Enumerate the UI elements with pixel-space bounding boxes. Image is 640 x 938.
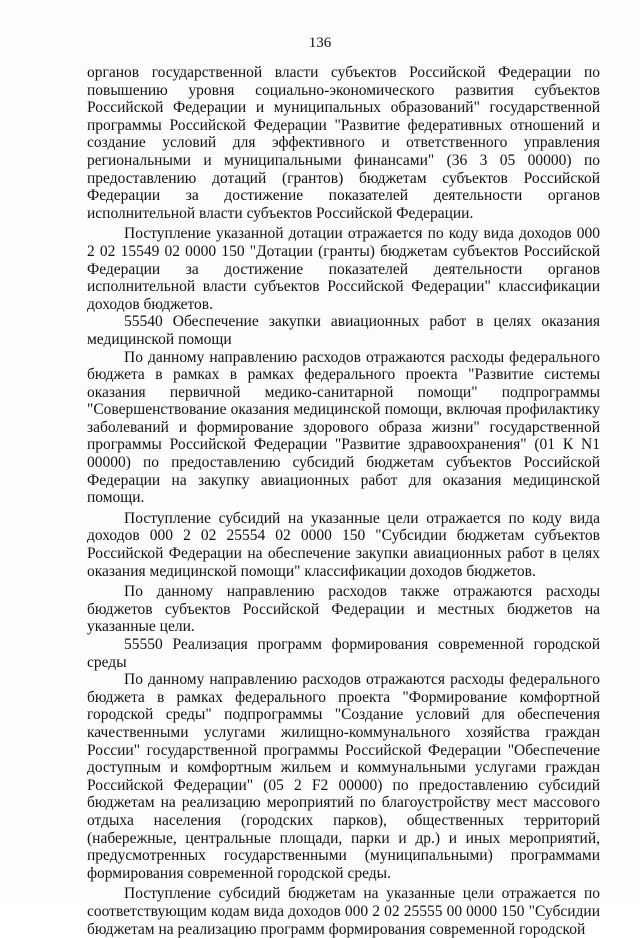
paragraph-55540-expenses: По данному направлению расходов отражаются расходы федерального бюджета в рамках в рамках федерального проекта "Развитие системы оказания первичной медико-санитарной помощи" подпрограммы "Совершенствование оказания медицинской помощи, включая профилактику заболеваний и формирование здорового образа жизни" государственной программы Российской Федерации "Развитие здравоохранения" (01 К N1 00000) по предоставлению субсидий бюджетам субъектов Российской Федерации на закупку авиационных работ для оказания медицинской помощи. — [87, 348, 600, 507]
paragraph-55540-income: Поступление субсидий на указанные цели отражается по коду вида доходов 000 2 02 25554 02 0000 150 "Субсидии бюджетам субъектов Российской Федерации на обеспечение закупки авиационных работ в целях оказания медицинской помощи" классификации доходов бюджетов. — [87, 509, 600, 580]
paragraph-dotation-income: Поступление указанной дотации отражается по коду вида доходов 000 2 02 15549 02 0000 150 "Дотации (гранты) бюджетам субъектов Российской Федерации за достижение показателей деятельности органов исполнительной власти субъектов Российской Федерации" классификации доходов бюджетов. — [87, 225, 600, 313]
paragraph-55540-regional: По данному направлению расходов также отражаются расходы бюджетов субъектов Российской Федерации и местных бюджетов на указанные цели. — [87, 583, 600, 636]
paragraph-continuation: органов государственной власти субъектов Российской Федерации по повышению уровня социально-экономического развития субъектов Российской Федерации и муниципальных образований" государственной программы Российской Федерации "Развитие федеративных отношений и создание условий для эффективного и ответственного управления региональными и муниципальными финансами" (36 3 05 00000) по предоставлению дотаций (грантов) бюджетам субъектов Российской Федерации за достижение показателей деятельности органов исполнительной власти субъектов Российской Федерации. — [87, 64, 600, 222]
paragraph-55550-income: Поступление субсидий бюджетам на указанные цели отражается по соответствующим кодам вида доходов 000 2 02 25555 00 0000 150 "Субсидии бюджетам на реализацию программ формирования современной городской — [87, 885, 600, 938]
section-heading-55550: 55550 Реализация программ формирования современной городской среды — [87, 636, 600, 671]
page-number: 136 — [308, 35, 332, 51]
section-heading-55540: 55540 Обеспечение закупки авиационных работ в целях оказания медицинской помощи — [87, 313, 600, 348]
paragraph-55550-expenses: По данному направлению расходов отражаются расходы федерального бюджета в рамках федерального проекта "Формирование комфортной городской среды" подпрограммы "Создание условий для обеспечения качественными услугами жилищно-коммунального хозяйства граждан России" государственной программы Российской Федерации "Обеспечение доступным и комфортным жильем и коммунальными услугами граждан Российской Федерации" (05 2 F2 00000) по предоставлению субсидий бюджетам на реализацию мероприятий по благоустройству мест массового отдыха населения (городских парков), общественных территорий (набережные, центральные площади, парки и др.) и иных мероприятий, предусмотренных государственными (муниципальными) программами формирования современной городской среды. — [87, 671, 600, 882]
body-text — [87, 64, 600, 938]
